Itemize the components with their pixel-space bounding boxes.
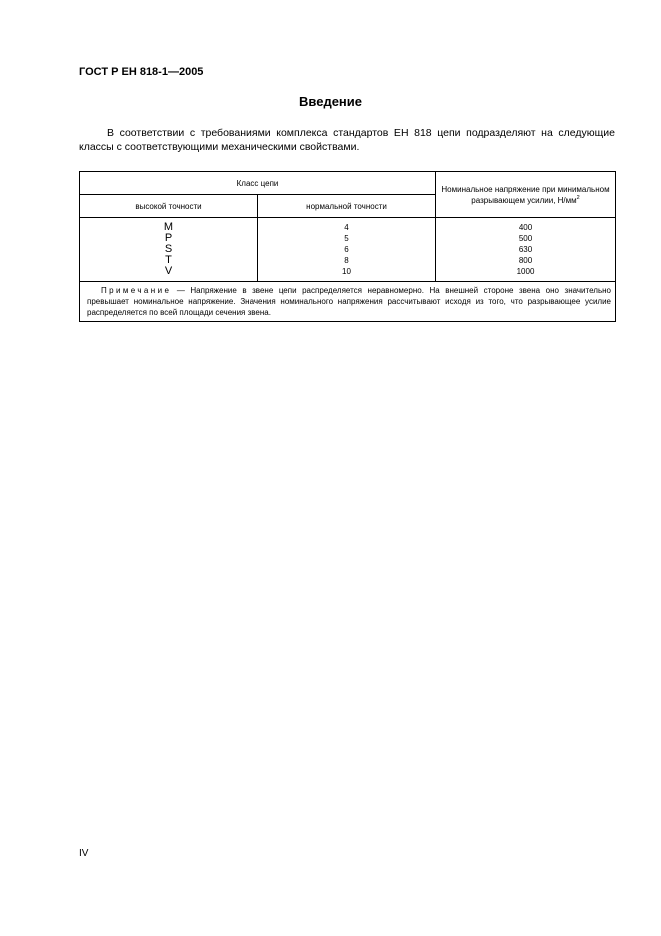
table-cell: 630 — [518, 245, 533, 254]
header-normal-precision: нормальной точности — [258, 195, 436, 218]
table-note — [80, 282, 616, 322]
header-high-precision: высокой точности — [80, 195, 258, 218]
header-nominal-stress — [436, 172, 616, 218]
table-cell: 800 — [518, 256, 533, 265]
document-header: ГОСТ Р ЕН 818-1—2005 — [79, 66, 204, 78]
column-normal-precision-values — [258, 218, 436, 282]
note-label: Примечание — [101, 286, 172, 295]
table-cell: S — [164, 243, 173, 255]
header-chain-class: Класс цепи — [80, 172, 436, 195]
table-cell: 8 — [344, 256, 349, 265]
table-cell: V — [164, 265, 173, 277]
section-title: Введение — [299, 94, 362, 109]
table-cell: T — [165, 254, 172, 266]
table-cell: M — [163, 221, 174, 233]
header-nominal-stress-text: Номинальное напряжение при минимальном разрывающем усилии, Н/мм — [441, 184, 610, 205]
page-number: IV — [79, 848, 89, 859]
table-cell: 5 — [344, 234, 349, 243]
intro-paragraph: В соответствии с требованиями комплекса стандартов ЕН 818 цепи подразделяют на следующие классы с соответствующими механическими свойствами. — [79, 127, 615, 153]
column-nominal-stress-values — [436, 218, 616, 282]
table-cell: P — [164, 232, 173, 244]
chain-class-table — [79, 171, 616, 322]
unit-superscript: 2 — [576, 194, 580, 201]
note-text: — Напряжение в звене цепи распределяется неравномерно. На внешней стороне звена оно значительно превышает номинальное напряжение. Значения номинального напряжения рассчитывают исходя из того, что разрывающее усилие распределяется по всей площади сечения звена. — [87, 286, 611, 317]
table-cell: 500 — [518, 234, 533, 243]
column-high-precision-values — [80, 218, 258, 282]
table-cell: 4 — [344, 223, 349, 232]
table-cell: 400 — [518, 223, 533, 232]
table-cell: 6 — [344, 245, 349, 254]
table-cell: 10 — [342, 267, 351, 276]
table-cell: 1000 — [516, 267, 535, 276]
